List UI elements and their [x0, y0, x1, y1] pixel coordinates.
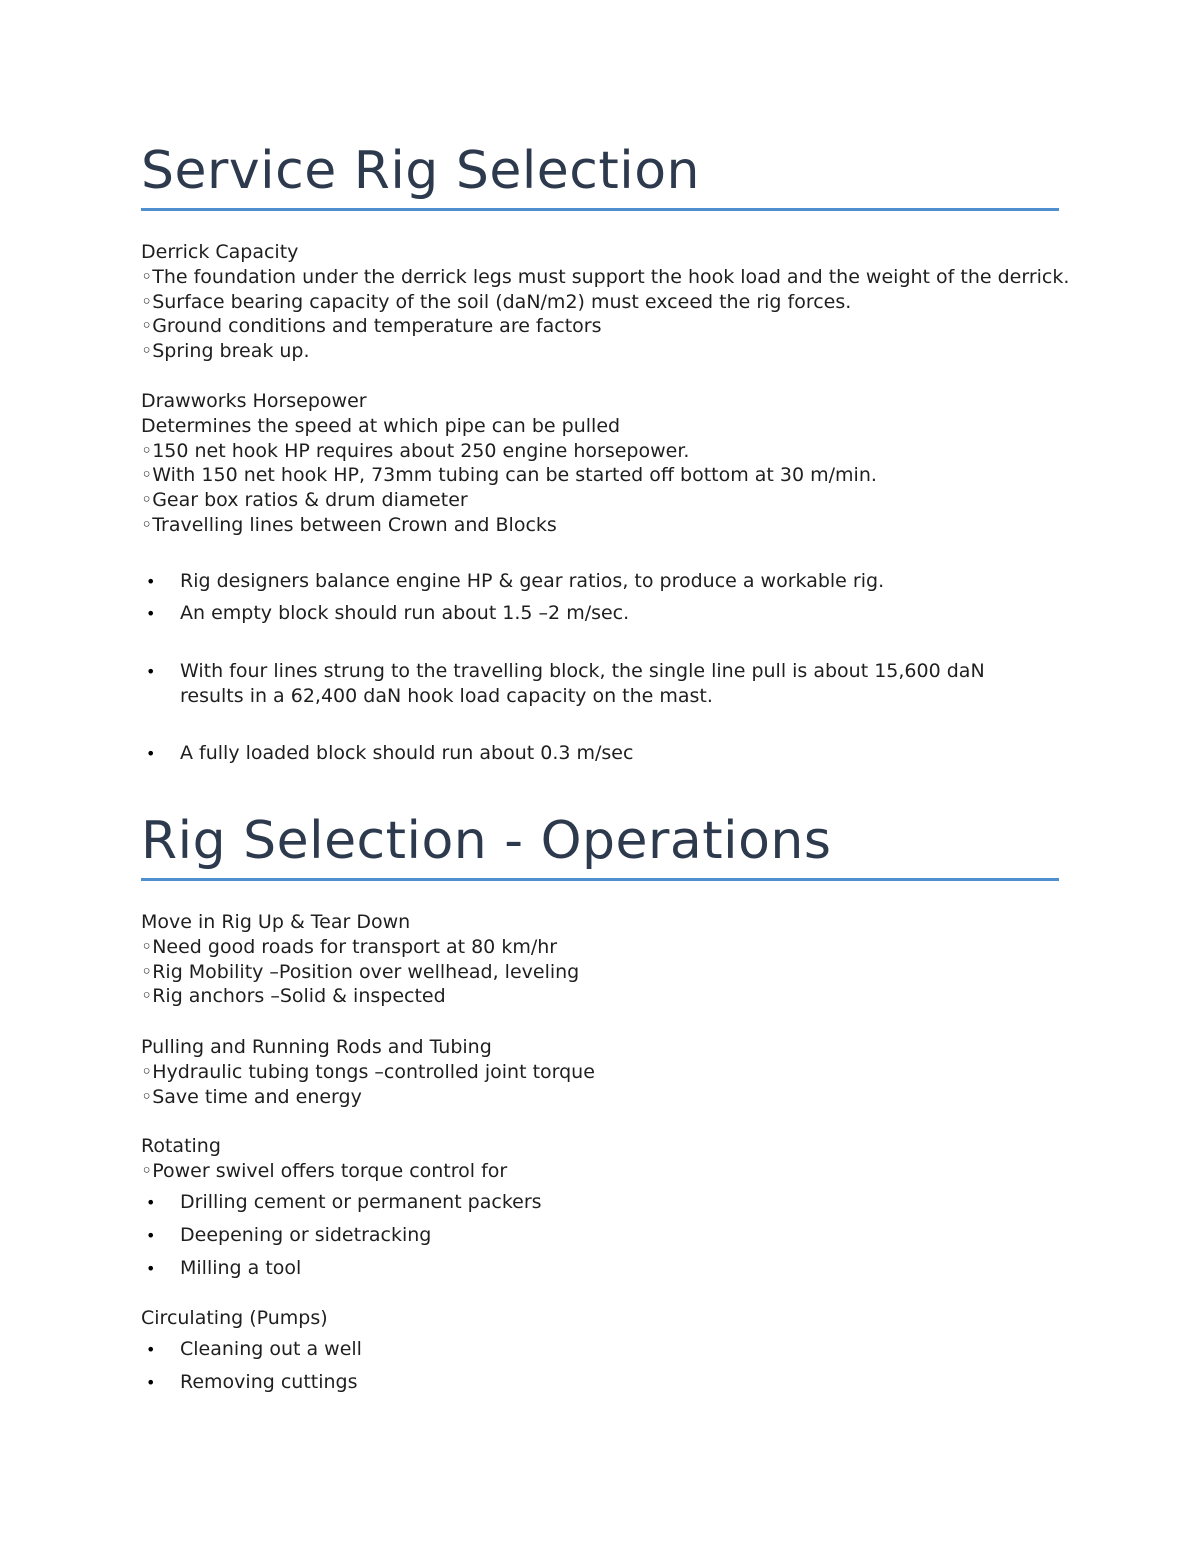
rotating-block: [141, 1134, 1059, 1184]
bullet-icon: •: [146, 744, 156, 763]
bullet-icon: •: [146, 1226, 156, 1245]
circulating-heading: Circulating (Pumps): [141, 1307, 328, 1329]
derrick-item: ◦Ground conditions and temperature are factors: [141, 315, 602, 338]
list-item: • An empty block should run about 1.5 –2 m/sec.: [146, 602, 630, 624]
pulling-item: ◦Save time and energy: [141, 1085, 362, 1108]
move-item: ◦Rig anchors –Solid & inspected: [141, 985, 446, 1008]
circulating-block: [141, 1306, 1059, 1331]
bullet-icon: •: [146, 1373, 156, 1392]
move-in-block: [141, 910, 1059, 1009]
drawworks-item: ◦Gear box ratios & drum diameter: [141, 489, 468, 512]
list-item: • Milling a tool: [146, 1257, 302, 1279]
drawworks-heading: Drawworks Horsepower: [141, 390, 367, 412]
list-item: • Deepening or sidetracking: [146, 1224, 432, 1246]
bullet-list: [141, 601, 1059, 626]
bullet-icon: •: [146, 604, 156, 623]
circulating-bullet-list: [141, 1337, 1059, 1395]
rotating-heading: Rotating: [141, 1135, 221, 1157]
section-title-rig-selection-operations: Rig Selection - Operations: [141, 811, 832, 871]
pulling-item: ◦Hydraulic tubing tongs –controlled joint torque: [141, 1060, 595, 1083]
list-item: • Drilling cement or permanent packers: [146, 1191, 542, 1213]
rotating-intro: ◦Power swivel offers torque control for: [141, 1159, 508, 1182]
move-item: ◦Rig Mobility –Position over wellhead, leveling: [141, 960, 580, 983]
bullet-icon: •: [146, 1193, 156, 1212]
derrick-item: ◦Surface bearing capacity of the soil (daN/m2) must exceed the rig forces.: [141, 290, 852, 313]
pulling-block: [141, 1035, 1059, 1109]
bullet-list: [141, 569, 1059, 594]
list-item: • Cleaning out a well: [146, 1338, 362, 1360]
rotating-bullet-list: [141, 1190, 1059, 1281]
title-underline: [141, 878, 1059, 881]
list-item: • With four lines strung to the travelling block, the single line pull is about 15,600 daN results in a 62,400 daN hook load capacity on the mast.: [146, 660, 985, 707]
bullet-icon: •: [146, 572, 156, 591]
bullet-list: [141, 741, 1059, 766]
move-item: ◦Need good roads for transport at 80 km/hr: [141, 935, 558, 958]
bullet-icon: •: [146, 1340, 156, 1359]
pulling-heading: Pulling and Running Rods and Tubing: [141, 1036, 492, 1058]
drawworks-block: [141, 389, 1059, 538]
drawworks-subheading: Determines the speed at which pipe can be pulled: [141, 414, 621, 437]
move-heading: Move in Rig Up & Tear Down: [141, 911, 411, 933]
drawworks-item: ◦Travelling lines between Crown and Blocks: [141, 513, 557, 536]
drawworks-item: ◦With 150 net hook HP, 73mm tubing can be started off bottom at 30 m/min.: [141, 464, 877, 487]
drawworks-item: ◦150 net hook HP requires about 250 engine horsepower.: [141, 439, 690, 462]
title-underline: [141, 208, 1059, 211]
bullet-icon: •: [146, 1259, 156, 1278]
list-item: • A fully loaded block should run about 0.3 m/sec: [146, 742, 634, 764]
list-item: • Rig designers balance engine HP & gear ratios, to produce a workable rig.: [146, 570, 885, 592]
derrick-item: ◦Spring break up.: [141, 340, 310, 363]
derrick-heading: Derrick Capacity: [141, 241, 299, 263]
derrick-item: ◦The foundation under the derrick legs must support the hook load and the weight of the derrick.: [141, 265, 1070, 288]
section-title-service-rig-selection: Service Rig Selection: [141, 141, 700, 201]
list-item: • Removing cuttings: [146, 1371, 358, 1393]
derrick-capacity-block: [141, 240, 1070, 364]
bullet-list: [141, 659, 1059, 709]
bullet-icon: •: [146, 662, 156, 681]
